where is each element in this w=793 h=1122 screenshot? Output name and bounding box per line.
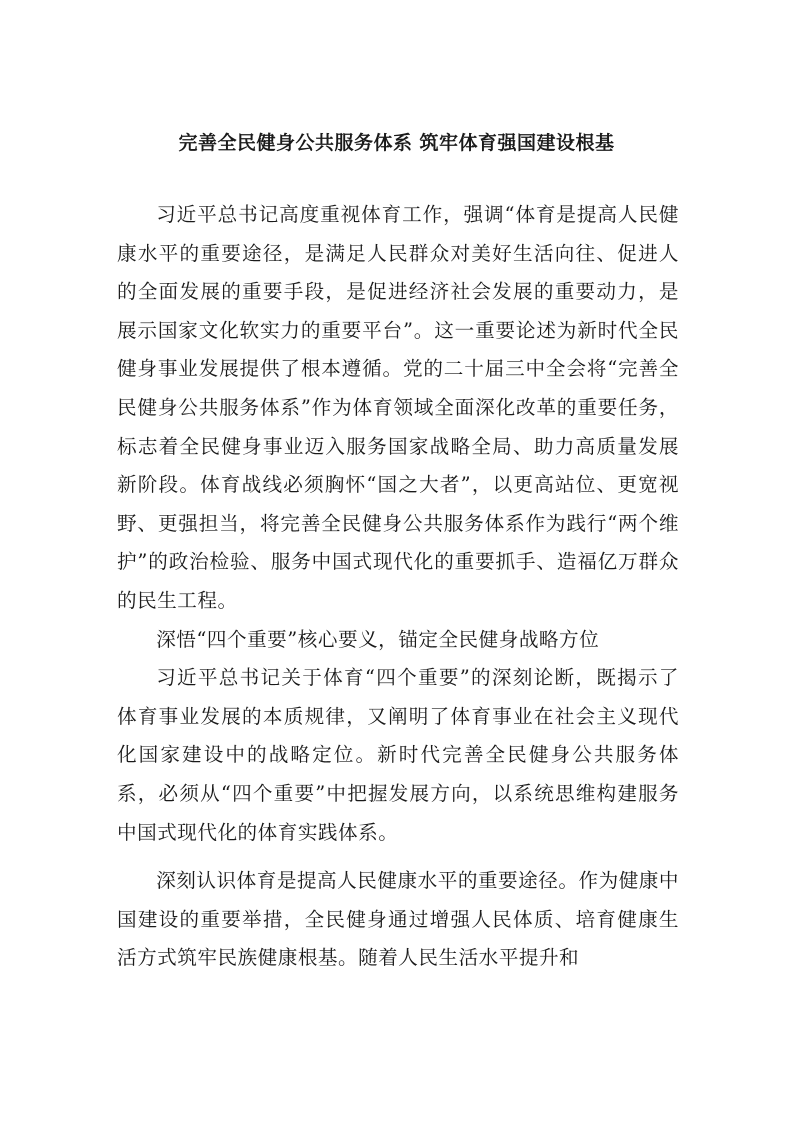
document-body	[117, 196, 679, 978]
paragraph-health: 深刻认识体育是提高人民健康水平的重要途径。作为健康中国建设的重要举措，全民健身通过增强人民体质、培育健康生活方式筑牢民族健康根基。随着人民生活水平提升和	[117, 869, 679, 970]
paragraph-four-importants: 习近平总书记关于体育“四个重要”的深刻论断，既揭示了体育事业发展的本质规律，又阐明了体育事业在社会主义现代化国家建设中的战略定位。新时代完善全民健身公共服务体系，必须从“四个重要”中把握发展方向，以系统思维构建服务中国式现代化的体育实践体系。	[117, 666, 679, 844]
paragraph-intro: 习近平总书记高度重视体育工作，强调“体育是提高人民健康水平的重要途径，是满足人民群众对美好生活向往、促进人的全面发展的重要手段，是促进经济社会发展的重要动力，是展示国家文化软实力的重要平台”。这一重要论述为新时代全民健身事业发展提供了根本遵循。党的二十届三中全会将“完善全民健身公共服务体系”作为体育领域全面深化改革的重要任务，标志着全民健身事业迈入服务国家战略全局、助力高质量发展新阶段。体育战线必须胸怀“国之大者”，以更高站位、更宽视野、更强担当，将完善全民健身公共服务体系作为践行“两个维护”的政治检验、服务中国式现代化的重要抓手、造福亿万群众的民生工程。	[117, 203, 679, 612]
section-heading: 深悟“四个重要”核心要义，锚定全民健身战略方位	[156, 627, 600, 651]
document-title: 完善全民健身公共服务体系 筑牢体育强国建设根基	[178, 132, 615, 154]
